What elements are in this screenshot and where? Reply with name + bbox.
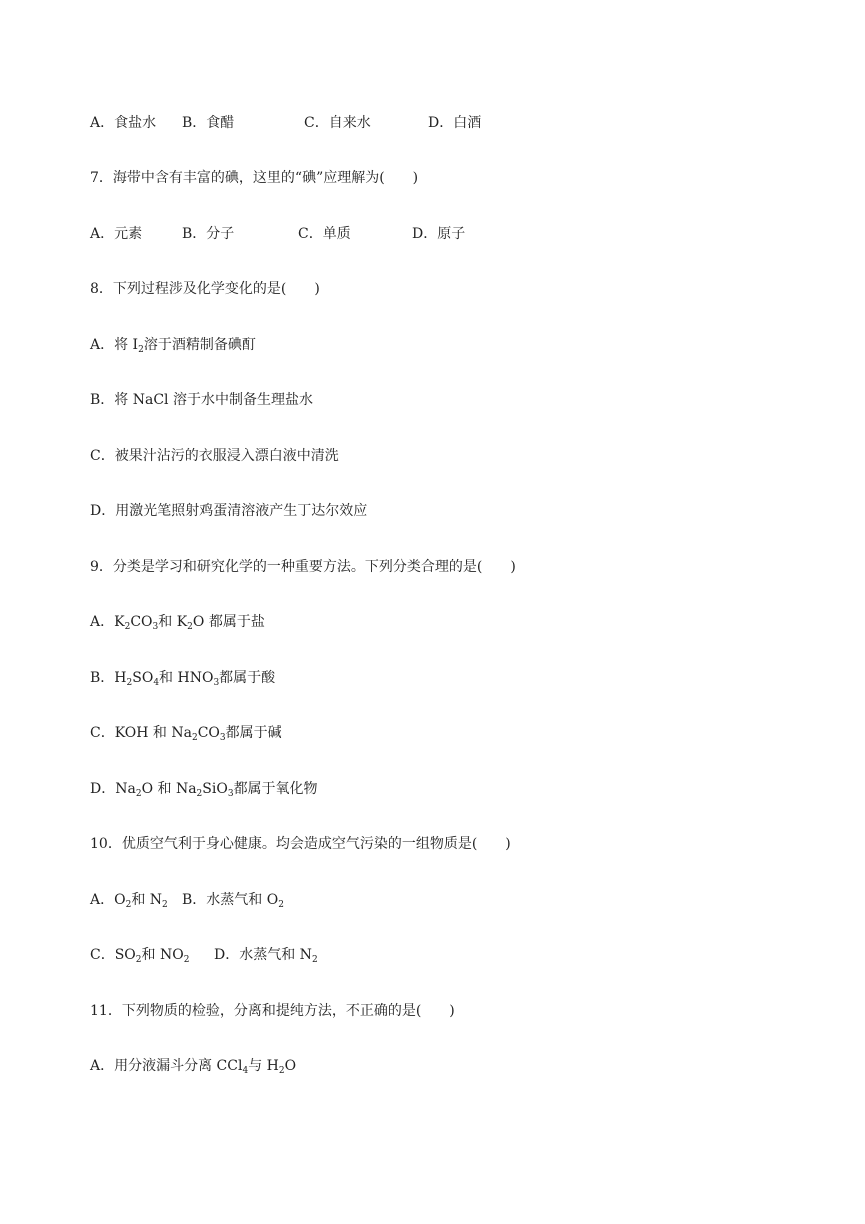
q9-option-d: D．$Na_2O$ 和 $Na_2SiO_3$都属于氧化物 <box>90 781 318 799</box>
q9-option-a: A．$K_2CO_3$和 $K_2O$ 都属于盐 <box>90 614 265 632</box>
q9-option-c: C．KOH 和 $Na_2CO_3$都属于碱 <box>90 725 282 743</box>
q6-option-d: D．白酒 <box>428 115 482 131</box>
q8-option-a: A．将 $I_2$溶于酒精制备碘酊 <box>90 337 256 355</box>
q10-stem: 10．优质空气利于身心健康。均会造成空气污染的一组物质是( ) <box>90 836 511 852</box>
q10-option-c: C．$SO_2$和 $NO_2$ <box>90 947 190 965</box>
q9-stem: 9．分类是学习和研究化学的一种重要方法。下列分类合理的是( ) <box>90 559 516 575</box>
q6-option-a: A．食盐水 <box>90 115 157 131</box>
q8-option-b: B．将 NaCl 溶于水中制备生理盐水 <box>90 392 313 408</box>
q10-option-b: B．水蒸气和 $O_2$ <box>182 892 284 910</box>
q11-option-a: A．用分液漏斗分离 CCl$_4$与 $H_2O$ <box>90 1058 297 1076</box>
q11-stem: 11．下列物质的检验，分离和提纯方法，不正确的是( ) <box>90 1003 455 1019</box>
q6-option-b: B．食醋 <box>182 115 235 131</box>
q7-option-b: B．分子 <box>182 226 235 242</box>
q6-options <box>90 114 481 132</box>
q7-option-d: D．原子 <box>412 226 466 242</box>
q7-option-a: A．元素 <box>90 226 143 242</box>
q7-options <box>90 225 465 243</box>
q10-option-d: D．水蒸气和 $N_2$ <box>214 947 318 965</box>
q6-option-c: C．自来水 <box>304 115 371 131</box>
q7-stem: 7．海带中含有丰富的碘，这里的“碘”应理解为( ) <box>90 170 419 186</box>
q8-stem: 8．下列过程涉及化学变化的是( ) <box>90 281 320 297</box>
q10-options-ab <box>90 891 284 909</box>
q10-option-a: A．$O_2$和 $N_2$ <box>90 892 168 910</box>
q10-options-cd <box>90 946 318 964</box>
q8-option-c: C．被果汁沾污的衣服浸入漂白液中清洗 <box>90 448 339 464</box>
q9-option-b: B．$H_2SO_4$和 $HNO_3$都属于酸 <box>90 670 276 688</box>
q8-option-d: D．用激光笔照射鸡蛋清溶液产生丁达尔效应 <box>90 503 368 519</box>
q7-option-c: C．单质 <box>298 226 351 242</box>
